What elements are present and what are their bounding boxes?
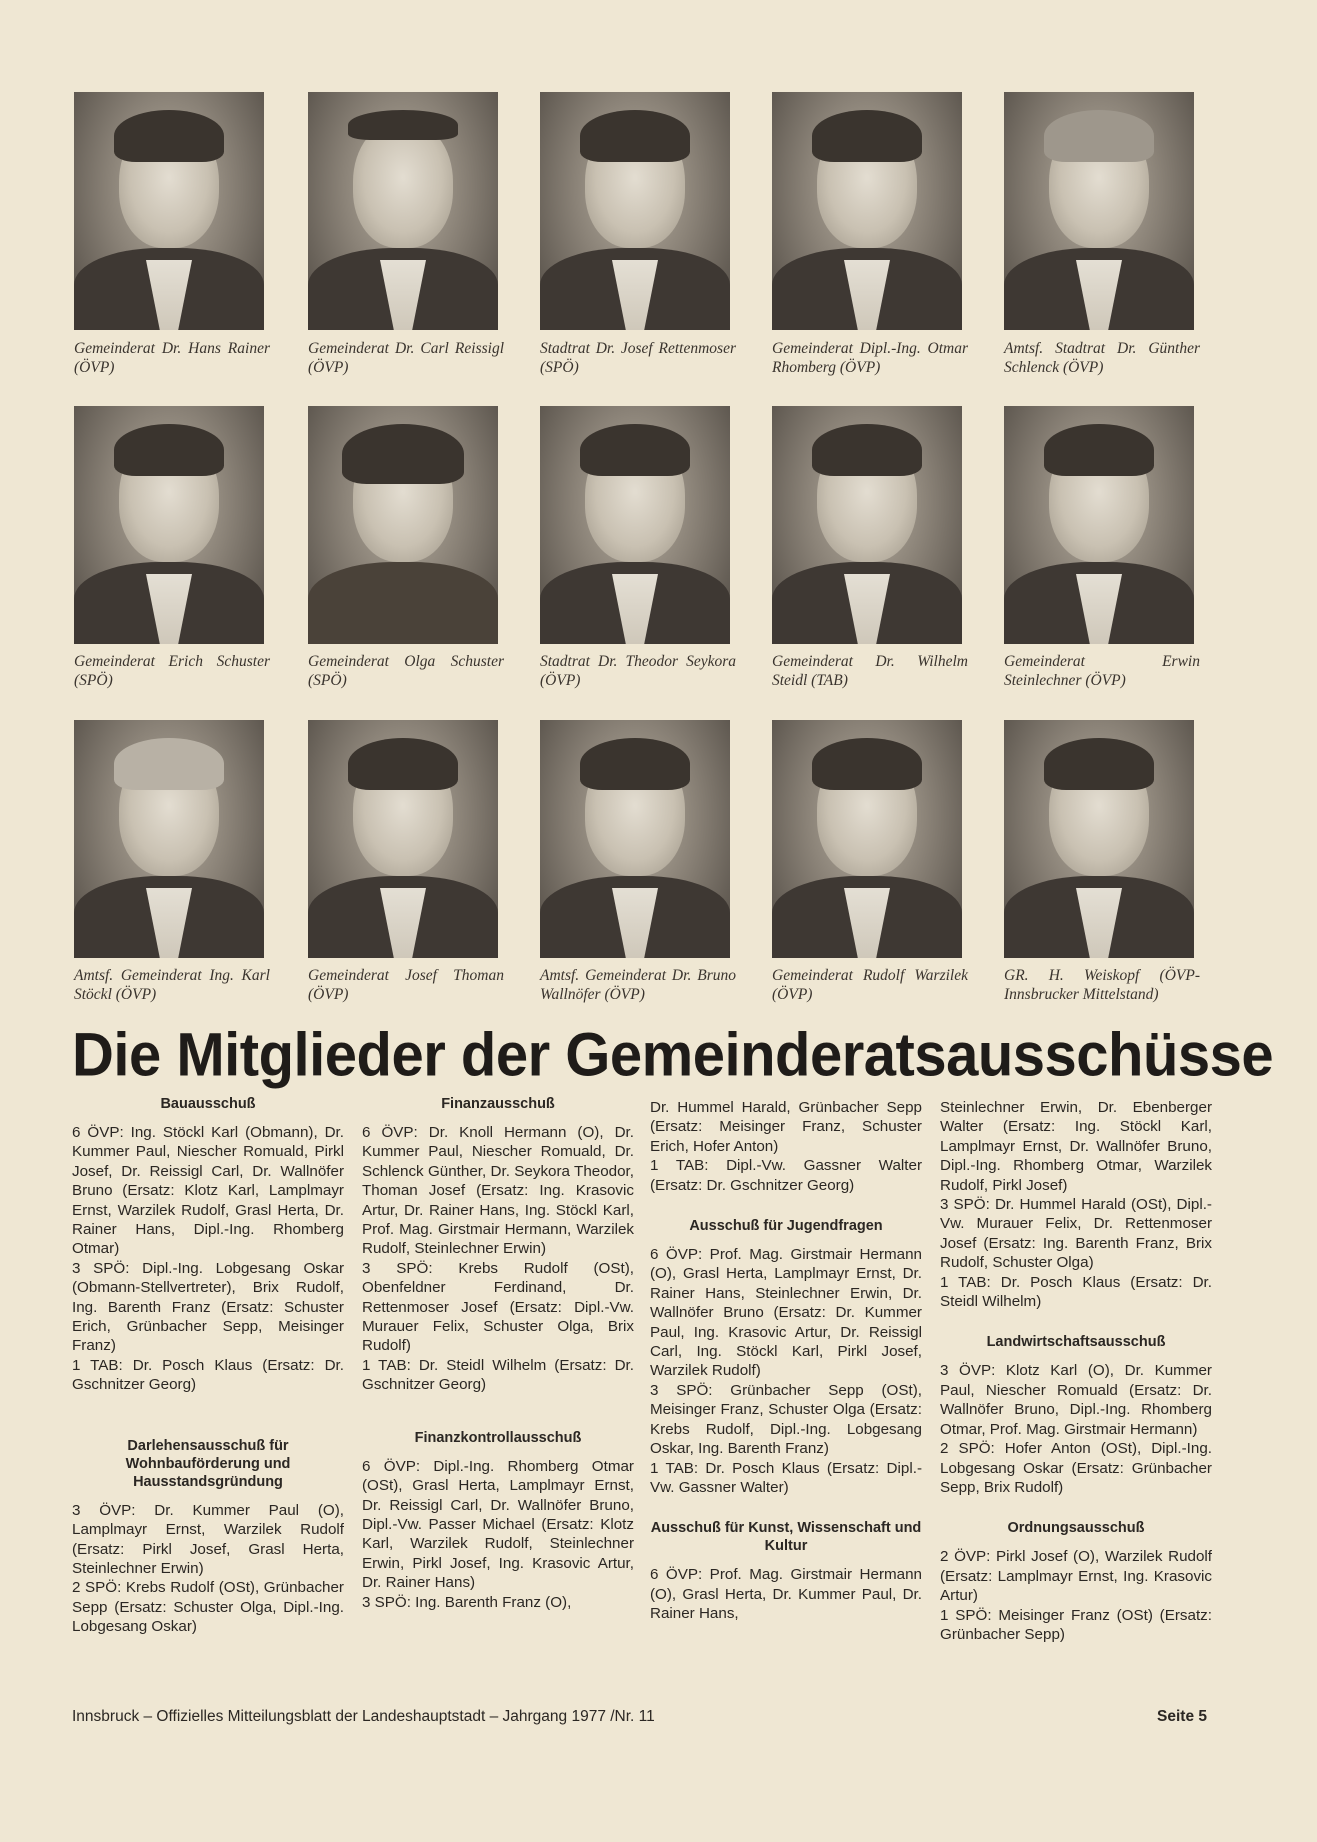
portrait-caption-15: GR. H. Weiskopf (ÖVP-Innsbrucker Mittelstand) [1004,967,1200,1003]
section-heading-jugendfragen: Ausschuß für Jugendfragen [689,1218,883,1235]
portrait-photo-1 [74,92,264,330]
text-column-3 [650,1098,922,1624]
portrait-caption-14: Gemeinderat Rudolf Warzilek (ÖVP) [772,967,968,1003]
portrait-caption-1: Gemeinderat Dr. Hans Rainer (ÖVP) [74,340,270,376]
portrait-photo-4 [772,92,962,330]
paragraph: 6 ÖVP: Prof. Mag. Girstmair Hermann (O), Grasl Herta, Lamplmayr Ernst, Dr. Rainer Hans, Steinlechner Erwin, Dr. Wallnöfer Bruno (Ersatz: Dr. Kummer Paul, Ing. Krasovic Artur, Dr. Reissigl Carl, Ing. Stöckl Karl, Pirkl Josef, Warzilek Rudolf) [650,1246,922,1380]
paragraph: 2 SPÖ: Hofer Anton (OSt), Dipl.-Ing. Lobgesang Oskar (Ersatz: Grünbacher Sepp, Brix Rudolf) [940,1440,1212,1496]
portrait-photo-12 [308,720,498,958]
section-heading-finanzausschuss: Finanzausschuß [441,1096,555,1112]
paragraph: 1 TAB: Dr. Posch Klaus (Ersatz: Dr. Steidl Wilhelm) [940,1273,1212,1311]
footer-publication: Innsbruck – Offizielles Mitteilungsblatt der Landeshauptstadt – Jahrgang 1977 /Nr. 11 [72,1708,655,1725]
portrait-caption-10: Gemeinderat Erwin Steinlechner (ÖVP) [1004,653,1200,689]
section-heading-ordnungsausschuss: Ordnungsausschuß [1007,1520,1145,1537]
portrait-photo-13 [540,720,730,958]
portrait-photo-11 [74,720,264,958]
portrait-photo-14 [772,720,962,958]
text-column-2 [362,1095,634,1612]
portrait-caption-13: Amtsf. Gemeinderat Dr. Bruno Wallnöfer (ÖVP) [540,967,736,1003]
paragraph: 1 TAB: Dr. Steidl Wilhelm (Ersatz: Dr. Gschnitzer Georg) [362,1356,634,1394]
paragraph: 1 SPÖ: Meisinger Franz (OSt) (Ersatz: Grünbacher Sepp) [940,1606,1212,1643]
portrait-caption-4: Gemeinderat Dipl.-Ing. Otmar Rhomberg (ÖVP) [772,340,968,376]
portrait-photo-15 [1004,720,1194,958]
portrait-photo-5 [1004,92,1194,330]
paragraph: 3 SPÖ: Ing. Barenth Franz (O), [362,1593,572,1611]
page-number: Seite 5 [1157,1708,1207,1725]
portrait-photo-7 [308,406,498,644]
portrait-caption-9: Gemeinderat Dr. Wilhelm Steidl (TAB) [772,653,968,689]
paragraph: Dr. Hummel Harald, Grünbacher Sepp (Ersatz: Meisinger Franz, Schuster Erich, Hofer Anton) [650,1099,922,1155]
portrait-photo-6 [74,406,264,644]
portrait-caption-8: Stadtrat Dr. Theodor Seykora (ÖVP) [540,653,736,689]
portrait-caption-7: Gemeinderat Olga Schuster (SPÖ) [308,653,504,689]
page-footer [72,1708,1207,1726]
portrait-photo-2 [308,92,498,330]
paragraph: 2 ÖVP: Pirkl Josef (O), Warzilek Rudolf (Ersatz: Lamplmayr Ernst, Ing. Krasovic Artur) [940,1548,1212,1605]
paragraph: 6 ÖVP: Dr. Knoll Hermann (O), Dr. Kummer Paul, Niescher Romuald, Dr. Schlenck Günther, Dr. Seykora Theodor, Thoman Josef (Ersatz: Ing. Krasovic Artur, Dr. Rainer Hans, Ing. Stöckl Karl, Prof. Mag. Girstmair Hermann, Warzilek Rudolf, Steinlechner Erwin) [362,1124,634,1258]
section-heading-finanzkontrollausschuss: Finanzkontrollausschuß [414,1429,582,1446]
paragraph: 6 ÖVP: Dipl.-Ing. Rhomberg Otmar (OSt), Grasl Herta, Lamplmayr Ernst, Dr. Reissigl Carl, Dr. Wallnöfer Bruno, Dipl.-Vw. Passer Michael (Ersatz: Klotz Karl, Warzilek Rudolf, Steinlechner Erwin, Pirkl Josef, Ing. Krasovic Artur, Dr. Rainer Hans) [362,1457,634,1592]
portrait-photo-10 [1004,406,1194,644]
paragraph: 2 SPÖ: Krebs Rudolf (OSt), Grünbacher Sepp (Ersatz: Schuster Olga, Dipl.-Ing. Lobgesang Oskar) [72,1579,344,1636]
paragraph: 6 ÖVP: Prof. Mag. Girstmair Hermann (O), Grasl Herta, Dr. Kummer Paul, Dr. Rainer Hans, [650,1566,922,1623]
portrait-caption-11: Amtsf. Gemeinderat Ing. Karl Stöckl (ÖVP) [74,967,270,1003]
portrait-caption-3: Stadtrat Dr. Josef Rettenmoser (SPÖ) [540,340,736,376]
portrait-caption-2: Gemeinderat Dr. Carl Reissigl (ÖVP) [308,340,504,376]
portrait-caption-12: Gemeinderat Josef Thoman (ÖVP) [308,967,504,1003]
paragraph: 3 SPÖ: Krebs Rudolf (OSt), Obenfeldner Ferdinand, Dr. Rettenmoser Josef (Ersatz: Dipl.-Vw. Murauer Felix, Schuster Olga, Brix Rudolf) [362,1259,634,1355]
paragraph: 3 SPÖ: Dipl.-Ing. Lobgesang Oskar (Obmann-Stellvertreter), Brix Rudolf, Ing. Barenth Franz (Ersatz: Schuster Erich, Grünbacher Sepp, Meisinger Franz) [72,1259,344,1355]
paragraph: 3 SPÖ: Grünbacher Sepp (OSt), Meisinger Franz, Schuster Olga (Ersatz: Krebs Rudolf, Dipl.-Ing. Lobgesang Oskar, Ing. Barenth Franz) [650,1381,922,1458]
paragraph: 3 SPÖ: Dr. Hummel Harald (OSt), Dipl.-Vw. Murauer Felix, Dr. Rettenmoser Josef (Ersatz: Ing. Barenth Franz, Brix Rudolf, Schuster Olga) [940,1196,1212,1272]
paragraph: 1 TAB: Dipl.-Vw. Gassner Walter (Ersatz: Dr. Gschnitzer Georg) [650,1157,922,1194]
text-column-4 [940,1098,1212,1644]
paragraph: 3 ÖVP: Klotz Karl (O), Dr. Kummer Paul, Niescher Romuald (Ersatz: Dr. Wallnöfer Bruno, Dipl.-Ing. Rhomberg Otmar, Prof. Mag. Girstmair Hermann) [940,1362,1212,1438]
portrait-photo-3 [540,92,730,330]
section-heading-bauausschuss: Bauausschuß [160,1096,256,1112]
section-heading-darlehensausschuss: Darlehensausschuß für Wohnbauförderung und Hausstandsgründung [125,1437,291,1490]
paragraph: 1 TAB: Dr. Posch Klaus (Ersatz: Dr. Gschnitzer Georg) [72,1356,344,1394]
portrait-photo-8 [540,406,730,644]
section-heading-landwirtschaftsausschuss: Landwirtschaftsausschuß [986,1334,1166,1351]
portrait-caption-6: Gemeinderat Erich Schuster (SPÖ) [74,653,270,689]
section-heading-kunst-wissenschaft-kultur: Ausschuß für Kunst, Wissenschaft und Kultur [650,1520,922,1555]
paragraph: Steinlechner Erwin, Dr. Ebenberger Walter (Ersatz: Ing. Stöckl Karl, Lamplmayr Ernst, Dr. Wallnöfer Bruno, Dipl.-Ing. Rhomberg Otmar, Warzilek Rudolf, Pirkl Josef) [940,1099,1212,1194]
page-headline: Die Mitglieder der Gemeinderatsausschüsse [72,1021,1274,1090]
portrait-caption-5: Amtsf. Stadtrat Dr. Günther Schlenck (ÖVP) [1004,340,1200,376]
portrait-photo-9 [772,406,962,644]
paragraph: 1 TAB: Dr. Posch Klaus (Ersatz: Dipl.-Vw. Gassner Walter) [650,1459,922,1496]
paragraph: 3 ÖVP: Dr. Kummer Paul (O), Lamplmayr Ernst, Warzilek Rudolf (Ersatz: Pirkl Josef, Grasl Herta, Steinlechner Erwin) [72,1501,344,1577]
text-column-1 [72,1095,344,1637]
paragraph: 6 ÖVP: Ing. Stöckl Karl (Obmann), Dr. Kummer Paul, Niescher Romuald, Pirkl Josef, Dr. Reissigl Carl, Dr. Wallnöfer Bruno (Ersatz: Klotz Karl, Lamplmayr Ernst, Warzilek Rudolf, Grasl Herta, Dr. Rainer Hans, Dipl.-Ing. Rhomberg Otmar) [72,1124,344,1258]
